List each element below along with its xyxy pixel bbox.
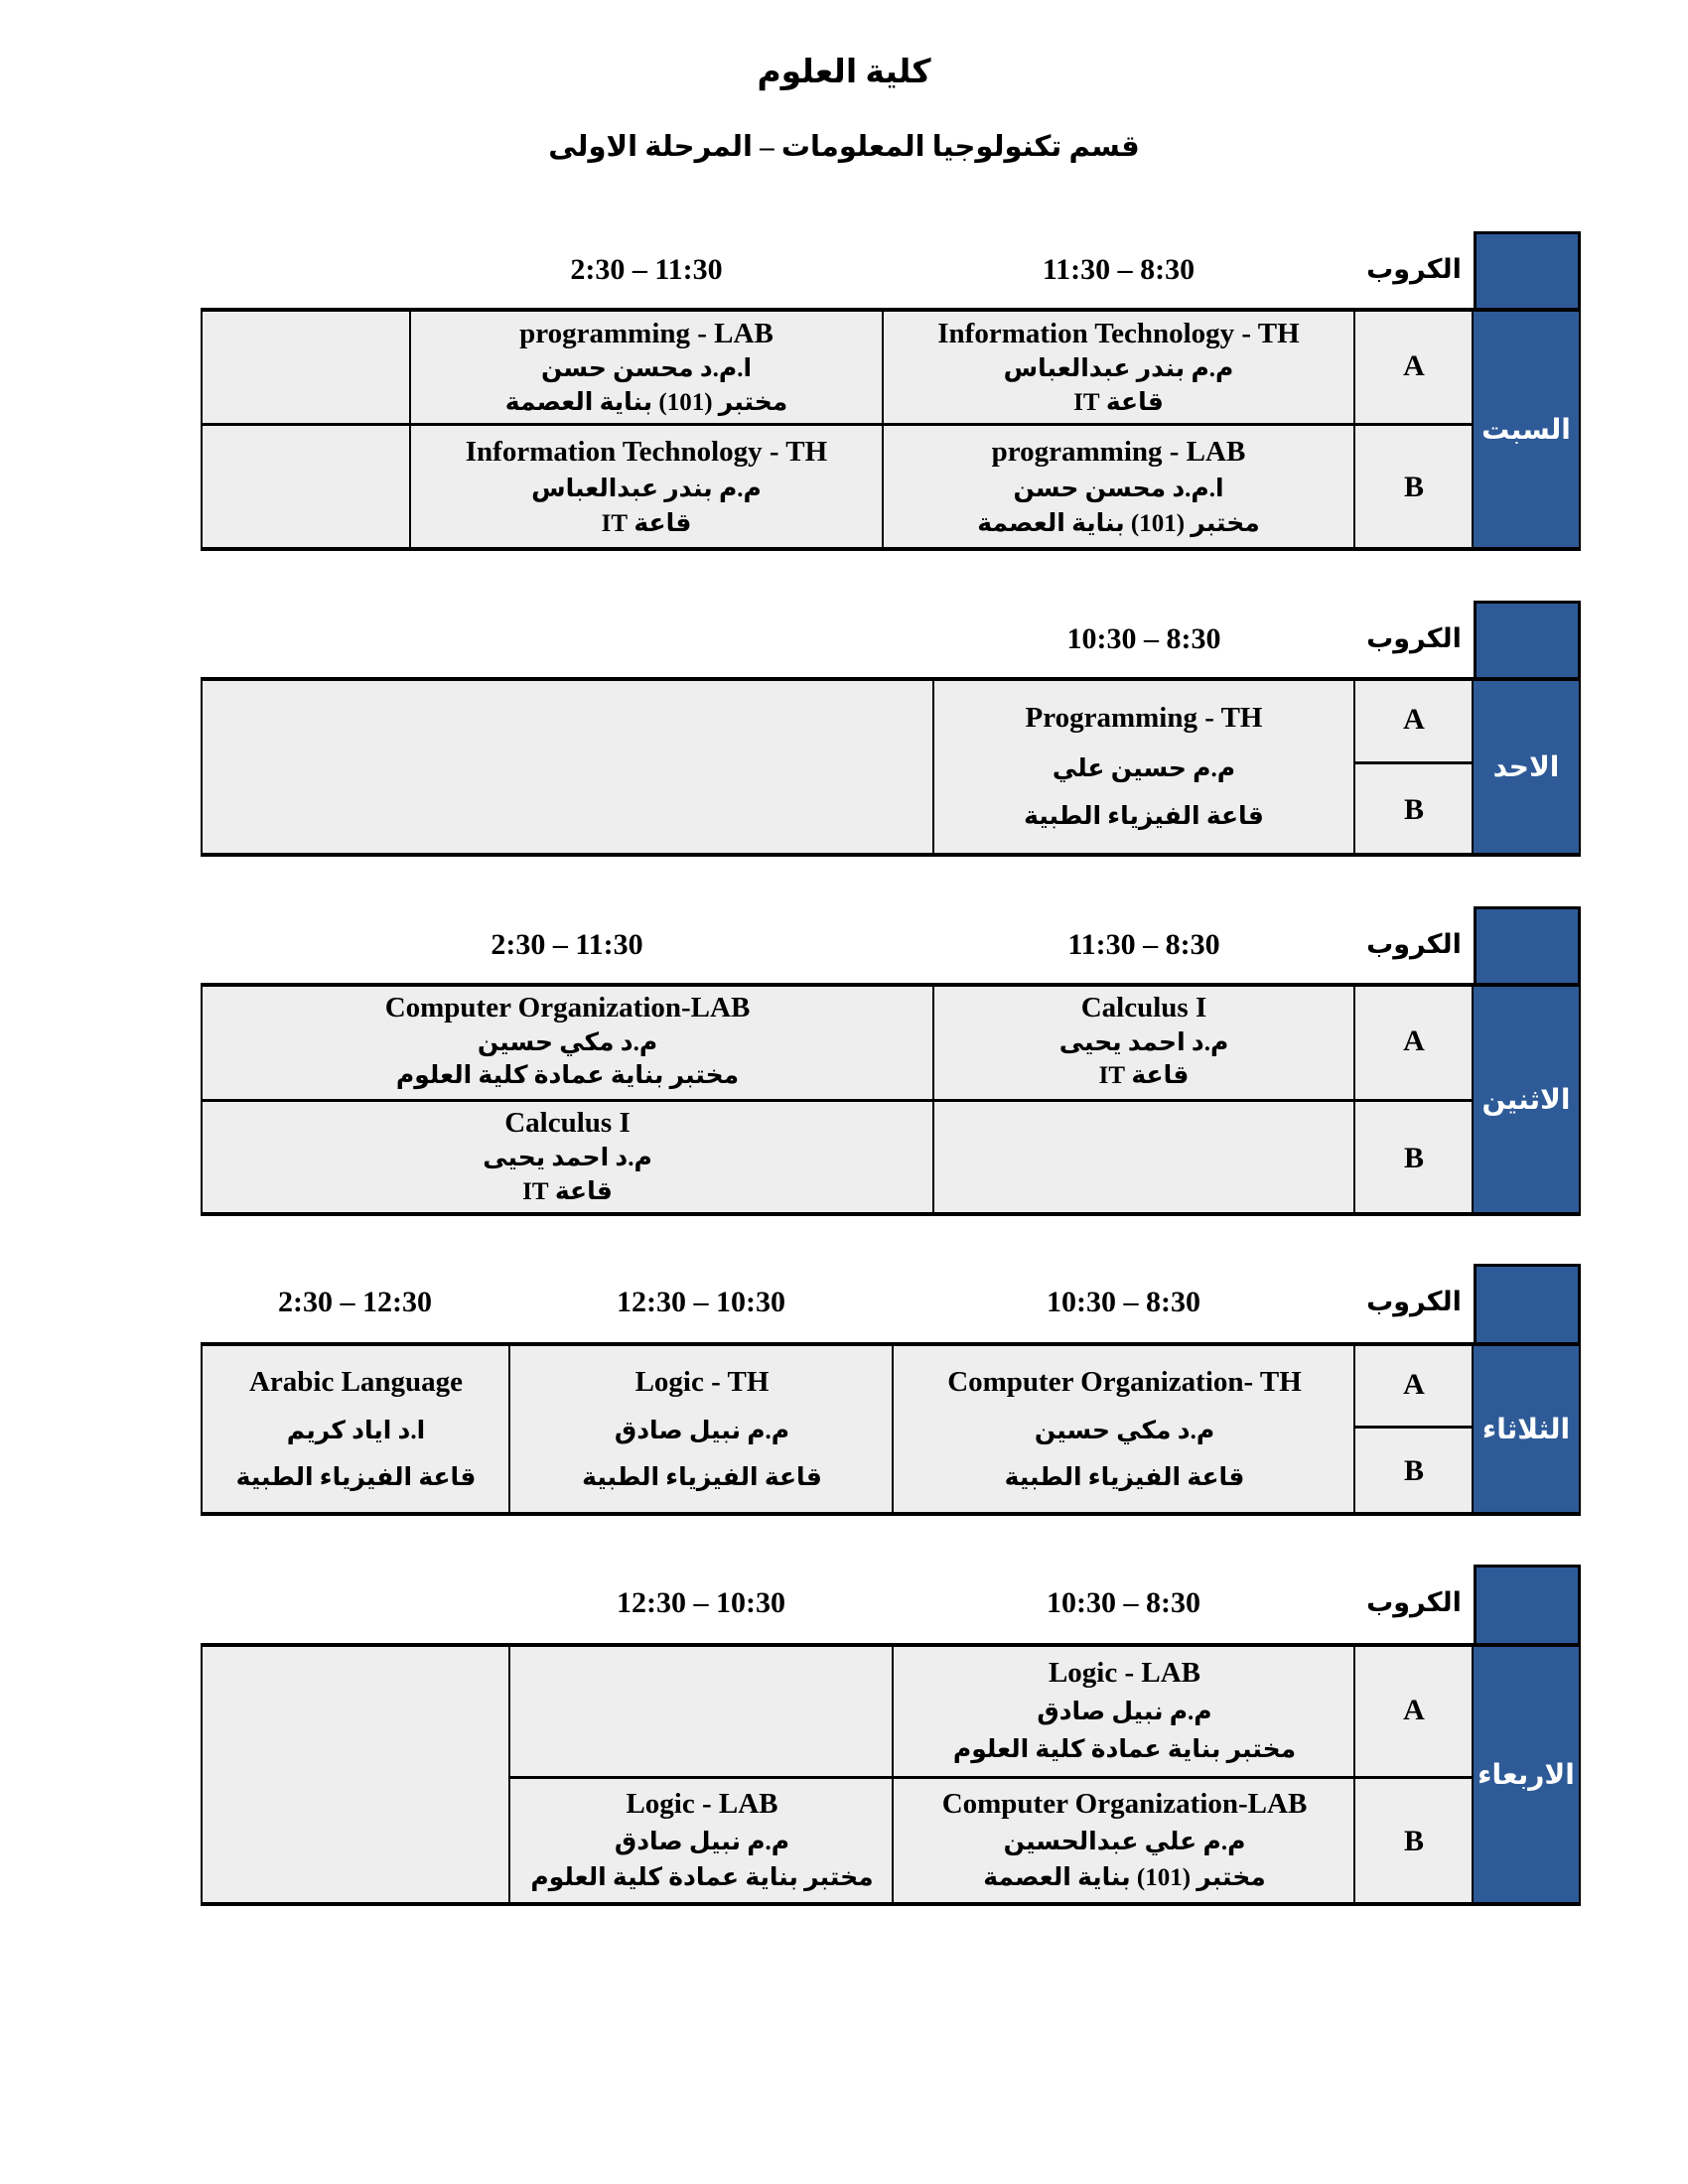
room-name: قاعة IT <box>1073 388 1164 416</box>
day-header-cell <box>1474 1565 1581 1643</box>
room-name: مختبر بناية عمادة كلية العلوم <box>952 1735 1297 1763</box>
time-slot-label: 10:30 – 8:30 <box>1066 621 1221 655</box>
room-name: قاعة الفيزياء الطبية <box>1024 803 1264 831</box>
course-cell <box>203 1100 932 1213</box>
course-title: Logic - TH <box>634 1365 770 1398</box>
teacher-name: ا.د اياد كريم <box>286 1417 426 1444</box>
course-title: Calculus I <box>504 1106 631 1139</box>
course-title: Arabic Language <box>248 1365 464 1398</box>
course-title: Information Technology - TH <box>465 435 828 468</box>
time-slot-label: 12:30 – 10:30 <box>617 1285 785 1318</box>
teacher-name: ا.م.د محسن حسن <box>1013 475 1224 502</box>
day-name-cell: الاثنين <box>1474 983 1581 1216</box>
course-title: Logic - LAB <box>626 1788 778 1821</box>
teacher-name: م.د احمد يحيى <box>1058 1029 1229 1057</box>
course-cell <box>203 1345 509 1513</box>
course-cell <box>933 986 1354 1097</box>
group-column-header: الكروب <box>1366 623 1462 653</box>
group-a-cell: A <box>1403 703 1425 736</box>
course-cell <box>511 1779 893 1902</box>
course-cell <box>933 680 1354 854</box>
time-slot-label: 10:30 – 8:30 <box>1047 1285 1200 1318</box>
time-slot-label: 11:30 – 8:30 <box>1067 927 1220 961</box>
page-subtitle: قسم تكنولوجيا المعلومات – المرحلة الاولى <box>548 131 1140 163</box>
room-name: مختبر بناية عمادة كلية العلوم <box>530 1864 874 1892</box>
group-b-cell: B <box>1403 1141 1424 1174</box>
course-cell <box>203 986 932 1097</box>
time-slot-label: 10:30 – 8:30 <box>1047 1585 1200 1619</box>
room-name: مختبر (101) بناية العصمة <box>504 388 788 416</box>
course-title: Computer Organization-LAB <box>384 992 751 1024</box>
time-slot-label: 11:30 – 8:30 <box>1042 252 1196 286</box>
course-title: Logic - LAB <box>1048 1656 1201 1689</box>
course-cell <box>895 1646 1354 1775</box>
teacher-name: م.م بندر عبدالعباس <box>531 475 762 502</box>
course-cell <box>410 311 883 424</box>
teacher-name: م.م نبيل صادق <box>1037 1699 1212 1726</box>
course-cell <box>511 1345 893 1513</box>
teacher-name: م.م علي عبدالحسين <box>1003 1829 1246 1856</box>
room-name: قاعة الفيزياء الطبية <box>1004 1463 1245 1491</box>
course-cell <box>410 427 883 547</box>
course-title: programming - LAB <box>991 435 1246 468</box>
course-title: Calculus I <box>1080 992 1207 1024</box>
room-name: مختبر (101) بناية العصمة <box>983 1864 1266 1892</box>
time-slot-label: 2:30 – 12:30 <box>278 1285 432 1318</box>
course-title: Computer Organization- TH <box>947 1365 1302 1398</box>
course-cell <box>883 427 1354 547</box>
day-header-cell <box>1474 601 1581 677</box>
group-b-cell: B <box>1403 1825 1424 1857</box>
course-cell <box>895 1779 1354 1902</box>
group-column-header: الكروب <box>1366 1587 1462 1617</box>
course-title: programming - LAB <box>519 317 774 349</box>
teacher-name: م.د مكي حسين <box>477 1029 658 1057</box>
group-b-cell: B <box>1403 792 1424 826</box>
sunday-grid <box>201 677 1474 857</box>
group-b-cell: B <box>1403 1454 1424 1487</box>
day-header-cell <box>1474 906 1581 983</box>
room-name: قاعة IT <box>522 1177 613 1205</box>
time-slot-label: 12:30 – 10:30 <box>617 1585 785 1619</box>
teacher-name: ا.م.د محسن حسن <box>540 355 753 383</box>
course-title: Programming - TH <box>1025 702 1263 735</box>
group-a-cell: A <box>1403 1693 1425 1726</box>
saturday-grid <box>201 308 1474 551</box>
teacher-name: م.د احمد يحيى <box>483 1145 652 1172</box>
room-name: قاعة الفيزياء الطبية <box>582 1463 822 1491</box>
course-cell <box>895 1345 1354 1513</box>
group-a-cell: A <box>1403 1367 1425 1401</box>
day-header-cell <box>1474 231 1581 308</box>
group-a-cell: A <box>1403 1024 1425 1057</box>
teacher-name: م.م نبيل صادق <box>614 1417 790 1444</box>
group-column-header: الكروب <box>1366 254 1462 284</box>
day-header-cell <box>1474 1264 1581 1342</box>
teacher-name: م.م حسين علي <box>1052 754 1236 782</box>
day-name-cell: الاربعاء <box>1474 1643 1581 1906</box>
teacher-name: م.د مكي حسين <box>1034 1417 1215 1444</box>
course-cell <box>883 311 1354 424</box>
time-slot-label: 2:30 – 11:30 <box>491 927 643 961</box>
room-name: قاعة IT <box>1098 1062 1190 1090</box>
room-name: مختبر (101) بناية العصمة <box>977 509 1260 537</box>
time-slot-label: 2:30 – 11:30 <box>570 252 723 286</box>
group-column-header: الكروب <box>1366 929 1462 959</box>
room-name: قاعة IT <box>601 509 692 537</box>
page-title: كلية العلوم <box>757 55 931 90</box>
teacher-name: م.م بندر عبدالعباس <box>1003 355 1234 383</box>
course-title: Computer Organization-LAB <box>941 1788 1308 1821</box>
monday-grid <box>201 983 1474 1216</box>
course-title: Information Technology - TH <box>937 317 1300 349</box>
tuesday-grid <box>201 1342 1474 1516</box>
group-column-header: الكروب <box>1366 1287 1462 1316</box>
room-name: قاعة الفيزياء الطبية <box>235 1463 477 1491</box>
group-b-cell: B <box>1403 471 1424 503</box>
teacher-name: م.م نبيل صادق <box>614 1829 790 1856</box>
room-name: مختبر بناية عمادة كلية العلوم <box>395 1062 740 1090</box>
day-name-cell: السبت <box>1474 308 1581 551</box>
wednesday-grid <box>201 1643 1474 1906</box>
day-name-cell: الاحد <box>1474 677 1581 857</box>
group-a-cell: A <box>1403 348 1425 382</box>
day-name-cell: الثلاثاء <box>1474 1342 1581 1516</box>
